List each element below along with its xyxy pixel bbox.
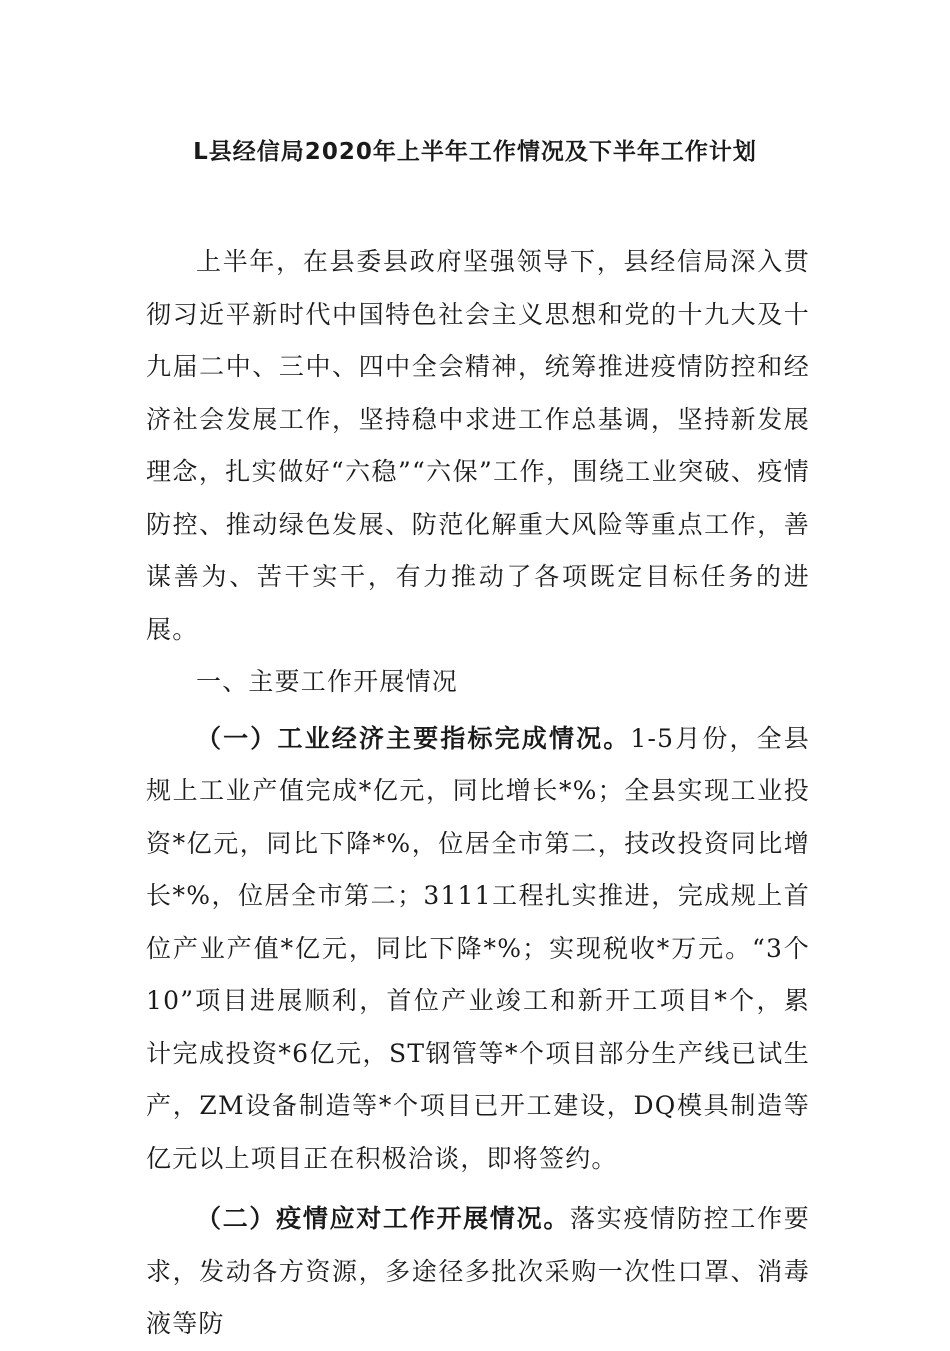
- item-2-lead: （二）疫情应对工作开展情况。: [196, 1204, 571, 1233]
- section-heading: 一、主要工作开展情况: [196, 667, 459, 696]
- document-title: L县经信局2020年上半年工作情况及下半年工作计划: [193, 139, 757, 165]
- item-2-text: 落实疫情防控工作要求，发动各方资源，多途径多批次采购一次性口罩、消毒液等防: [146, 1204, 810, 1338]
- document-body: [146, 236, 810, 1351]
- item-1-lead: （一）工业经济主要指标完成情况。: [196, 723, 631, 753]
- intro-paragraph: 上半年，在县委县政府坚强领导下，县经信局深入贯彻习近平新时代中国特色社会主义思想和党的十九大及十九届二中、三中、四中全会精神，统筹推进疫情防控和经济社会发展工作，坚持稳中求进工作总基调，坚持新发展理念，扎实做好“六稳”“六保”工作，围绕工业突破、疫情防控、推动绿色发展、防范化解重大风险等重点工作，善谋善为、苦干实干，有力推动了各项既定目标任务的进展。: [146, 247, 810, 644]
- item-1-paragraph: [146, 713, 810, 1186]
- item-1-text: 1-5月份，全县规上工业产值完成*亿元，同比增长*%；全县实现工业投资*亿元，同比下降*%，位居全市第二，技改投资同比增长*%，位居全市第二；3111工程扎实推进，完成规上首位产业产值*亿元，同比下降*%；实现税收*万元。“3个10”项目进展顺利，首位产业竣工和新开工项目*个，累计完成投资*6亿元，ST钢管等*个项目部分生产线已试生产，ZM设备制造等*个项目已开工建设，DQ模具制造等亿元以上项目正在积极洽谈，即将签约。: [146, 723, 811, 1173]
- item-2-paragraph: [146, 1193, 810, 1351]
